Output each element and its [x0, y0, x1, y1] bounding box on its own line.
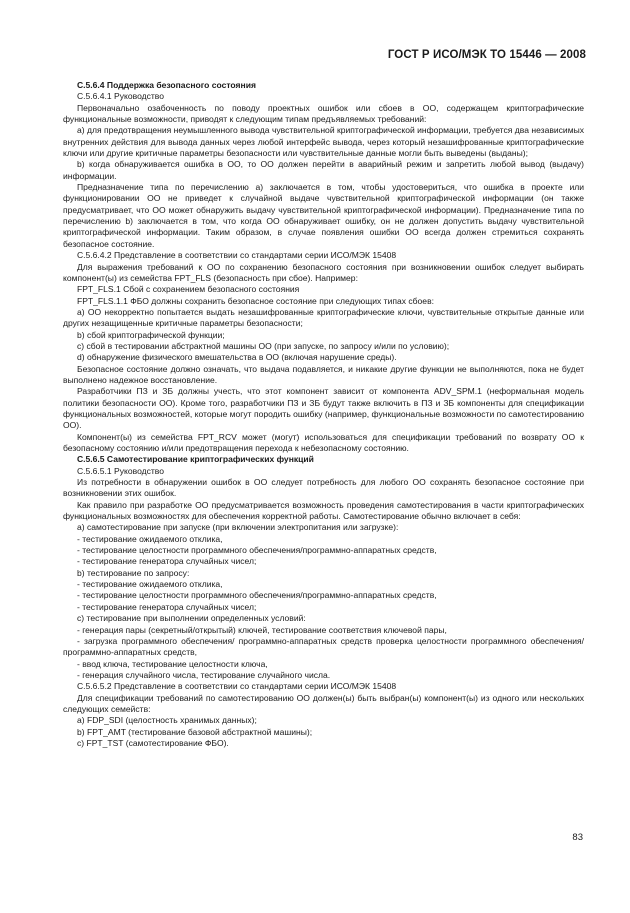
document-header: ГОСТ Р ИСО/МЭК ТО 15446 — 2008 [387, 49, 586, 61]
body-paragraph: - тестирование целостности программного обеспечения/программно-аппаратных средств, [77, 545, 437, 556]
body-paragraph: С.5.6.5.1 Руководство [77, 465, 165, 476]
body-paragraph: d) обнаружение физического вмешательства в ОО (включая нарушение среды). [77, 352, 397, 363]
body-paragraph: - тестирование целостности программного обеспечения/программно-аппаратных средств, [77, 590, 437, 601]
document-body [63, 80, 584, 749]
body-paragraph: с) FPT_TST (самотестирование ФБО). [77, 737, 229, 748]
body-paragraph: Предназначение типа по перечислению а) заключается в том, чтобы удостовериться, что ошибка в проекте или функционировании ОО не приведет к случайной выдаче чувствительной криптографической информации (он также предусматривает, что ОО может обнаружить выдачу чувствительной криптографической информации). Предназначение типа по перечислению b) заключается в том, что когда ОО обнаруживает ошибку, он не должен допустить выдачу чувствительной криптографической информации. Таким образом, в случае появления ошибки ОО всегда должен стремиться сохранять безопасное состояние. [63, 182, 584, 249]
body-paragraph: b) когда обнаруживается ошибка в ОО, то ОО должен перейти в аварийный режим и запретить любой вывод (выдачу) информации. [63, 159, 584, 181]
body-paragraph: Разработчики ПЗ и ЗБ должны учесть, что этот компонент зависит от компонента ADV_SPM.1 (неформальная модель политики безопасности ОО). Кроме того, разработчики ПЗ и ЗБ будут также включить в ПЗ и ЗБ компоненты для спецификации функциональных возможностей, которые могут породить ошибку (например, функциональные возможности по самотестированию ОО). [63, 386, 584, 431]
body-paragraph: - загрузка программного обеспечения/ программно-аппаратных средств проверка целостности программного обеспечения/программно-аппаратных средств, [63, 635, 584, 658]
body-paragraph: с) тестирование при выполнении определенных условий: [77, 613, 306, 624]
body-paragraph: Безопасное состояние должно означать, что выдача подавляется, и никакие другие функции не выполняются, пока не будет выполнено надежное восстановление. [63, 363, 584, 385]
body-paragraph: - тестирование ожидаемого отклика, [77, 579, 223, 590]
body-paragraph: - ввод ключа, тестирование целостности ключа, [77, 658, 268, 669]
body-paragraph: - тестирование генератора случайных чисел; [77, 601, 257, 612]
body-paragraph: С.5.6.4.2 Представление в соответствии со стандартами серии ИСО/МЭК 15408 [77, 250, 397, 261]
body-paragraph: Из потребности в обнаружении ошибок в ОО следует потребность для любого ОО сохранять безопасное состояние при возникновении этих ошибок. [63, 477, 584, 499]
body-paragraph: FPT_FLS.1 Сбой с сохранением безопасного состояния [77, 284, 300, 295]
page-number: 83 [572, 832, 583, 843]
body-paragraph: - тестирование ожидаемого отклика, [77, 533, 223, 544]
body-paragraph: - тестирование генератора случайных чисел; [77, 556, 257, 567]
section-heading: С.5.6.5 Самотестирование криптографических функций [77, 454, 314, 465]
body-paragraph: а) ОО некорректно попытается выдать незашифрованные криптографические ключи, чувствительные открытые данные или других незащищенные критичные параметры безопасности; [63, 306, 584, 329]
body-paragraph: b) FPT_AMT (тестирование базовой абстрактной машины); [77, 726, 313, 737]
body-paragraph: Для спецификации требований по самотестированию ОО должен(ы) быть выбран(ы) компонент(ы) из одного или нескольких следующих семейств: [63, 692, 584, 714]
body-paragraph: - генерация пары (секретный/открытый) ключей, тестирование соответствия ключевой пары, [77, 624, 447, 635]
body-paragraph: С.5.6.4.1 Руководство [77, 91, 165, 102]
body-paragraph: b) сбой криптографической функции; [77, 329, 225, 340]
body-paragraph: Для выражения требований к ОО по сохранению безопасного состояния при возникновении ошибок следует выбирать компонент(ы) из семейства FPT_FLS (безопасность при сбое). Например: [63, 261, 584, 283]
body-paragraph: Компонент(ы) из семейства FPT_RCV может (могут) использоваться для спецификации требований по возврату ОО к безопасному состоянию и/или предотвращения перехода к небезопасному состоянию. [63, 431, 584, 453]
body-paragraph: а) FDP_SDI (целостность хранимых данных); [77, 715, 257, 726]
body-paragraph: b) тестирование по запросу: [77, 567, 190, 578]
body-paragraph: FPT_FLS.1.1 ФБО должны сохранить безопасное состояние при следующих типах сбоев: [77, 295, 434, 306]
body-paragraph: а) самотестирование при запуске (при включении электропитания или загрузке): [77, 522, 399, 533]
body-paragraph: Первоначально озабоченность по поводу проектных ошибок или сбоев в ОО, содержащем криптографические функциональные возможности, приводят к следующим типам предъявляемых требований: [63, 102, 584, 125]
body-paragraph: с) сбой в тестировании абстрактной машины ОО (при запуске, по запросу и/или по условию); [77, 340, 450, 351]
body-paragraph: а) для предотвращения неумышленного вывода чувствительной криптографической информации, требуется два независимых внутренних действия для вывода данных через любой интерфейс вывода, через который незашифрованные криптографические ключи или другие критичные параметры безопасности или чувствительные данные могли быть выведены (выданы); [63, 125, 584, 159]
body-paragraph: - генерация случайного числа, тестирование случайного числа. [77, 669, 331, 680]
section-heading: С.5.6.4 Поддержка безопасного состояния [77, 80, 256, 90]
body-paragraph: Как правило при разработке ОО предусматривается возможность проведения самотестирования в части криптографических функциональных возможностях для обеспечения корректной работы. Самотестирование обычно включает в себя: [63, 499, 584, 522]
body-paragraph: С.5.6.5.2 Представление в соответствии со стандартами серии ИСО/МЭК 15408 [77, 681, 397, 692]
